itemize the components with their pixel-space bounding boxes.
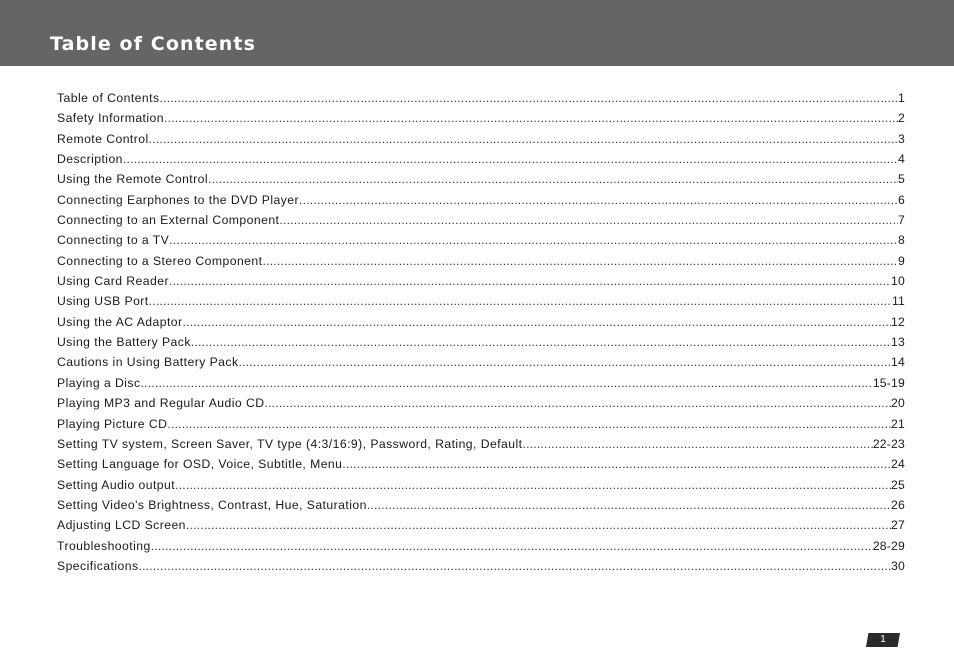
- toc-dot-leader: [183, 315, 892, 329]
- toc-dot-leader: [139, 559, 892, 573]
- toc-dot-leader: [169, 233, 898, 247]
- toc-entry-page: 22-23: [872, 436, 905, 451]
- toc-entry: [57, 478, 905, 498]
- toc-entry-page: 30: [891, 558, 905, 573]
- toc-dot-leader: [522, 437, 872, 451]
- toc-entry-page: 8: [898, 233, 905, 248]
- toc-entry-title: Using the Remote Control: [57, 172, 209, 187]
- toc-dot-leader: [149, 294, 892, 308]
- page-number: 1: [880, 634, 886, 645]
- toc-entry: [57, 335, 905, 355]
- toc-entry-page: 10: [891, 274, 905, 289]
- toc-entry: [57, 91, 905, 111]
- toc-entry-page: 13: [891, 335, 905, 350]
- toc-entry-title: Using Card Reader: [57, 274, 169, 289]
- toc-dot-leader: [342, 457, 891, 471]
- toc-entry: [57, 233, 905, 253]
- toc-entry-page: 21: [891, 416, 905, 431]
- toc-entry-title: Setting TV system, Screen Saver, TV type (4:3/16:9), Password, Rating, Default: [57, 436, 523, 451]
- toc-entry: [57, 437, 905, 457]
- toc-entry-title: Connecting Earphones to the DVD Player: [57, 192, 300, 207]
- toc-dot-leader: [367, 498, 891, 512]
- toc-entry-title: Safety Information: [57, 111, 165, 126]
- toc-entry: [57, 417, 905, 437]
- toc-entry: [57, 274, 905, 294]
- toc-entry: [57, 172, 905, 192]
- toc-entry-title: Using the AC Adaptor: [57, 314, 183, 329]
- toc-entry-title: Table of Contents: [57, 91, 160, 105]
- toc-entry-title: Playing MP3 and Regular Audio CD: [57, 396, 265, 411]
- page-title: Table of Contents: [50, 33, 256, 55]
- toc-dot-leader: [186, 518, 891, 532]
- toc-entry-title: Connecting to a TV: [57, 233, 170, 248]
- toc-entry-page: 2: [898, 111, 905, 126]
- toc-entry: [57, 355, 905, 375]
- toc-entry-page: 3: [898, 131, 905, 146]
- toc-entry-page: 14: [891, 355, 905, 370]
- toc-dot-leader: [149, 132, 898, 146]
- toc-entry-title: Setting Audio output: [57, 477, 176, 492]
- toc-dot-leader: [208, 172, 898, 186]
- toc-entry: [57, 213, 905, 233]
- toc-entry: [57, 132, 905, 152]
- toc-entry-title: Playing a Disc: [57, 375, 141, 390]
- toc-entry-page: 1: [898, 91, 905, 105]
- toc-entry: [57, 498, 905, 518]
- toc-entry-page: 6: [898, 192, 905, 207]
- toc-dot-leader: [164, 111, 898, 125]
- toc-entry: [57, 152, 905, 172]
- toc-entry: [57, 457, 905, 477]
- toc-entry-page: 11: [891, 294, 905, 309]
- toc-entry-page: 12: [891, 314, 905, 329]
- toc-entry-title: Setting Video's Brightness, Contrast, Hue, Saturation: [57, 497, 367, 512]
- toc-entry: [57, 559, 905, 579]
- toc-entry-title: Setting Language for OSD, Voice, Subtitle, Menu: [57, 457, 343, 472]
- toc-entry-page: 7: [898, 213, 905, 228]
- toc-entry-page: 4: [898, 152, 905, 167]
- toc-dot-leader: [239, 355, 892, 369]
- toc-entry-title: Playing Picture CD: [57, 416, 168, 431]
- toc-entry-title: Adjusting LCD Screen: [57, 518, 186, 533]
- toc-dot-leader: [151, 539, 873, 553]
- toc-dot-leader: [299, 193, 898, 207]
- toc-entry-title: Connecting to a Stereo Component: [57, 253, 263, 268]
- toc-dot-leader: [141, 376, 873, 390]
- toc-entry: [57, 376, 905, 396]
- toc-entry-title: Using USB Port: [57, 294, 149, 309]
- toc-entry-title: Cautions in Using Battery Pack: [57, 355, 239, 370]
- toc-entry: [57, 254, 905, 274]
- toc-entry-title: Remote Control: [57, 131, 149, 146]
- toc-entry: [57, 539, 905, 559]
- toc-dot-leader: [191, 335, 891, 349]
- toc-entry: [57, 294, 905, 314]
- toc-entry-page: 25: [891, 477, 905, 492]
- toc-entry-page: 27: [891, 518, 905, 533]
- toc-entry: [57, 396, 905, 416]
- toc-dot-leader: [123, 152, 898, 166]
- toc-entry: [57, 111, 905, 131]
- toc-entry-title: Troubleshooting: [57, 538, 151, 553]
- toc-entry: [57, 518, 905, 538]
- toc-entry-title: Using the Battery Pack: [57, 335, 191, 350]
- toc-entry-page: 15-19: [872, 375, 905, 390]
- table-of-contents: [57, 91, 905, 579]
- toc-dot-leader: [262, 254, 898, 268]
- toc-dot-leader: [160, 91, 899, 105]
- toc-entry-page: 20: [891, 396, 905, 411]
- toc-entry-page: 28-29: [872, 538, 905, 553]
- toc-dot-leader: [169, 274, 891, 288]
- toc-entry-title: Specifications: [57, 558, 139, 573]
- toc-entry-title: Description: [57, 152, 123, 167]
- toc-entry-page: 9: [898, 253, 905, 268]
- toc-entry-page: 5: [898, 172, 905, 187]
- toc-entry-title: Connecting to an External Component: [57, 213, 280, 228]
- toc-dot-leader: [279, 213, 898, 227]
- toc-entry-page: 24: [891, 457, 905, 472]
- toc-entry: [57, 315, 905, 335]
- toc-entry: [57, 193, 905, 213]
- toc-dot-leader: [264, 396, 891, 410]
- toc-entry-page: 26: [891, 497, 905, 512]
- toc-dot-leader: [175, 478, 891, 492]
- toc-dot-leader: [167, 417, 891, 431]
